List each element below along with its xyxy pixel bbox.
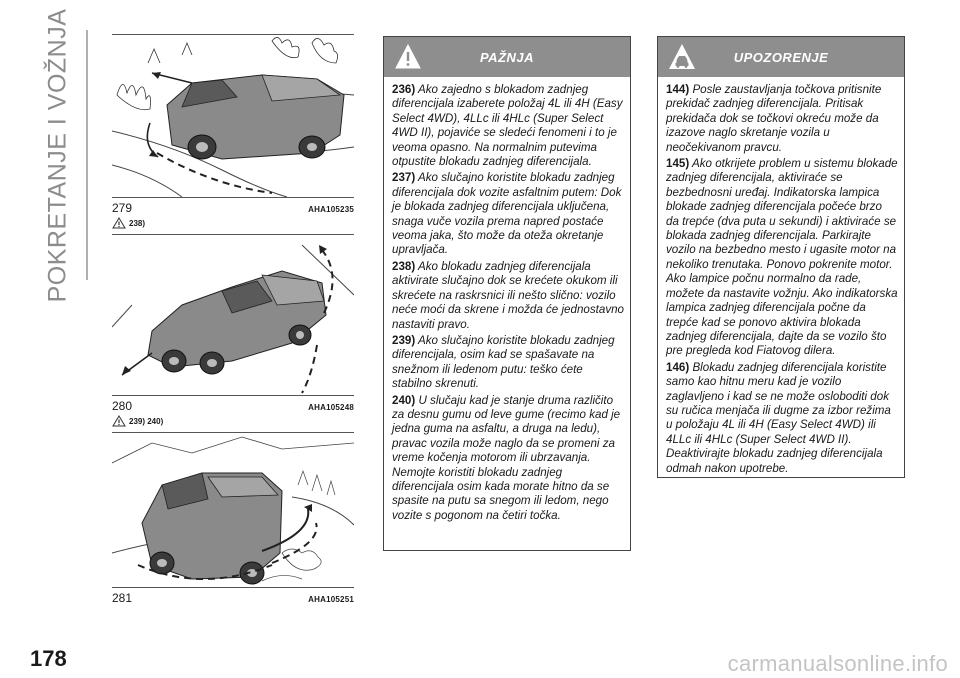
figure-279 <box>112 34 354 229</box>
figure-caption <box>112 587 354 605</box>
item-text: Ako blokadu zadnjeg diferencijala aktivirate slučajno dok se krećete okukom ili skrećete na raskrsnici ili nešto slično: vozilo neće moći da skrene i možda će jednostavno nastaviti pravo. <box>392 259 625 331</box>
item-text: Posle zaustavljanja točkova pritisnite prekidač zadnjeg diferencijala. Pritisak prekidača dok se točkovi okreću može da izazove naglo skretanje vozila u neočekivanom pravcu. <box>666 83 882 154</box>
item-number: 146) <box>666 360 690 374</box>
warning-box <box>657 36 905 478</box>
figure-number: 280 <box>112 399 133 413</box>
figure-280 <box>112 234 354 427</box>
warning-triangle-icon <box>394 43 422 71</box>
item-text: Ako slučajno koristite blokadu zadnjeg diferencijala, osim kad se spašavate na snežnom ili ledenom putu: teško ćete stabilno skrenuti. <box>392 333 615 391</box>
chapter-title <box>28 8 88 302</box>
item-number: 239) <box>392 333 416 347</box>
page-number: 178 <box>30 646 67 671</box>
figure-code: AHA105248 <box>308 403 354 412</box>
figure-caption <box>112 395 354 413</box>
warning-item <box>666 83 898 155</box>
item-text: U slučaju kad je stanje druma različito za desnu gumu od leve gume (recimo kad je jedna guma na asfaltu, a druga na ledu), pravac vozila može naglo da se promeni za vreme kočenja motorom ili ubrzavanja. Nemojte koristiti blokadu zadnjeg diferencijala osim kada morate hitno da se spasite na putu sa snegom ili ledom, nego vozite s pogonom na četiri točka. <box>392 393 621 522</box>
figure-281-illustration <box>112 433 354 587</box>
figure-number: 281 <box>112 591 133 605</box>
figure-code: AHA105251 <box>308 595 354 604</box>
warning-header <box>658 37 904 77</box>
warning-item <box>666 361 898 476</box>
caution-header <box>384 37 630 77</box>
figure-refs <box>112 415 354 427</box>
item-number: 237) <box>392 171 416 185</box>
caution-item <box>392 394 624 524</box>
item-text: Ako zajedno s blokadom zadnjeg diferencijala izaberete položaj 4L ili 4H (Easy Select 4WD), 4LLc ili 4HLc (Super Select 4WD II), pojaviće se sledeći fenomeni i to je veoma opasno. Na normalnim putevima otpustite blokadu zadnjeg diferencijala. <box>392 83 623 169</box>
item-text: Ako otkrijete problem u sistemu blokade zadnjeg diferencijala, aktiviraće se bezbednosni uređaj. Indikatorska lampica blokade zadnjeg diferencijala počeće brzo da trepće (dva puta u sekundi) i aktiviraće se blokada zadnjeg diferencijala. Parkirajte vozilo na bezbedno mesto i ugasite motor na nekoliko trenutaka. Ponovo pokrenite motor. Ako lampice počnu normalno da rade, možete da nastavite vožnju. Ako indikatorska lampica zadnjeg diferencijala počne da trepće kad se ponovo aktivira blokada zadnjeg diferencijala, dajte da se vozilo što pre pregleda kod Fiatovog dilera. <box>666 157 898 358</box>
caution-item <box>392 171 624 257</box>
item-number: 240) <box>392 393 416 407</box>
warning-triangle-icon <box>112 415 126 427</box>
warning-title: UPOZORENJE <box>733 49 829 65</box>
warning-triangle-icon <box>112 217 126 229</box>
figure-279-illustration <box>112 35 354 197</box>
chapter-divider <box>86 30 88 280</box>
caution-item <box>392 83 624 169</box>
figure-ref-text: 239) 240) <box>129 416 164 426</box>
warning-item <box>666 157 898 359</box>
caution-box <box>383 36 631 551</box>
car-warning-icon <box>668 43 696 71</box>
item-number: 236) <box>392 83 416 96</box>
item-number: 238) <box>392 259 416 273</box>
caution-item <box>392 260 624 332</box>
item-number: 145) <box>666 157 690 171</box>
caution-body <box>384 77 630 531</box>
caution-item <box>392 334 624 392</box>
watermark: carmanualsonline.info <box>727 651 948 676</box>
figure-caption <box>112 197 354 215</box>
item-number: 144) <box>666 83 690 96</box>
caution-title: PAŽNJA <box>479 49 535 65</box>
figure-number: 279 <box>112 201 133 215</box>
figure-280-illustration <box>112 235 354 395</box>
item-text: Ako slučajno koristite blokadu zadnjeg diferencijala dok vozite asfaltnim putem: Dok je blokada zadnjeg diferencijala uključena, snaga vuče vozila prema napred postaće veoma jaka, što može da oteža okretanje upravljača. <box>392 171 622 257</box>
item-text: Blokadu zadnjeg diferencijala koristite samo kao hitnu meru kad je vozilo zaglavljeno i kad se ne može osloboditi dok su ručica menjača ili dugme za izbor režima u položaju 4L ili 4H (Easy Select 4WD) ili 4LLc ili 4HLc (Super Select 4WD II). Deaktivirajte blokadu zadnjeg diferencijala odmah nakon upotrebe. <box>666 360 891 475</box>
figure-refs <box>112 217 354 229</box>
chapter-title-text: POKRETANJE I VOŽNJA <box>43 8 72 302</box>
warning-body <box>658 77 904 484</box>
figure-281 <box>112 432 354 605</box>
figure-ref-text: 238) <box>129 218 146 228</box>
figure-code: AHA105235 <box>308 205 354 214</box>
